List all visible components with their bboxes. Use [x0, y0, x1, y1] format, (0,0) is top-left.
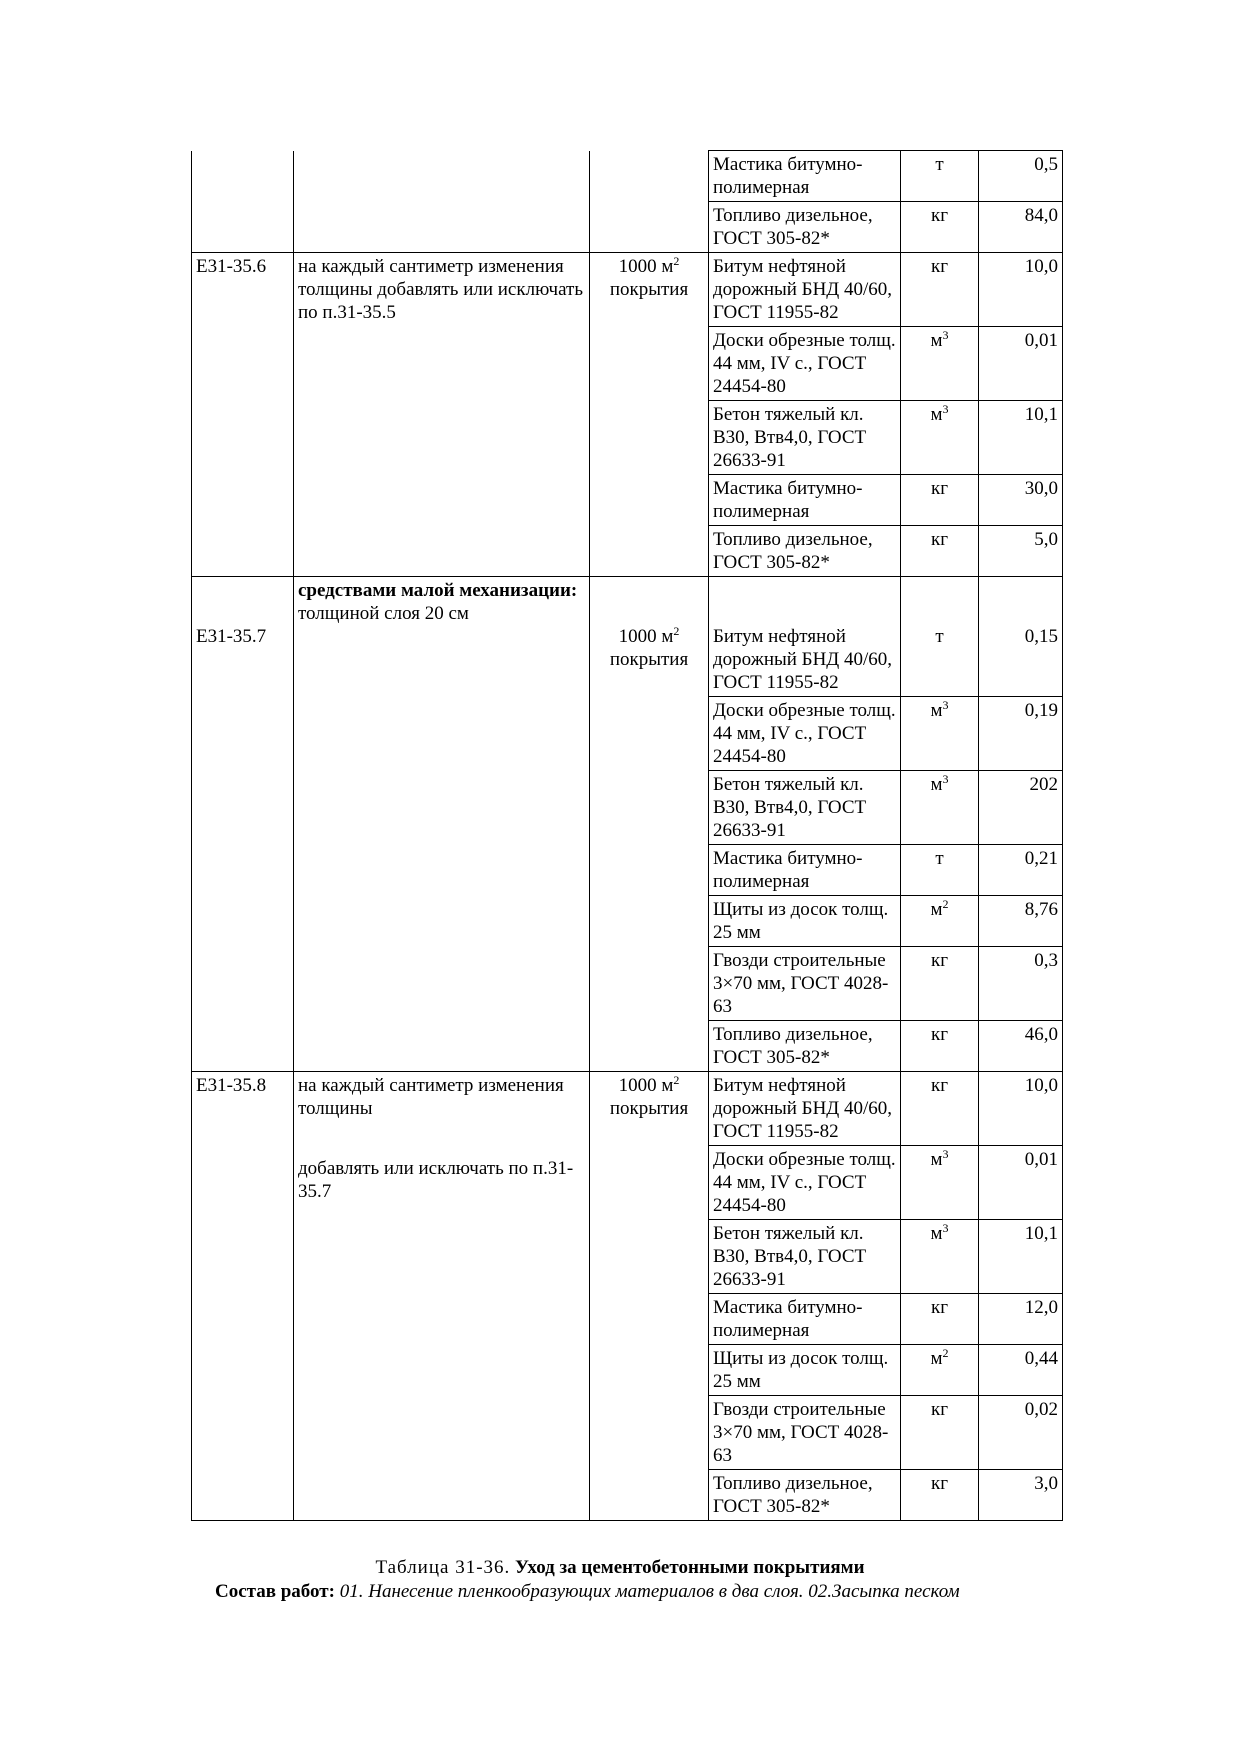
unit-text: кг: [930, 1399, 949, 1420]
unit-text: кг: [930, 1473, 949, 1494]
unit-text: т: [935, 848, 944, 869]
measure-unit-object: покрытия: [609, 1098, 689, 1119]
spacer: [196, 579, 289, 625]
measure-unit: 1000 м: [618, 256, 674, 277]
material-cell: Битум нефтяной дорожный БНД 40/60, ГОСТ 11955-82: [709, 253, 901, 327]
material-cell: Гвозди строительные 3×70 мм, ГОСТ 4028-63: [709, 947, 901, 1021]
quantity-cell: 84,0: [979, 202, 1063, 253]
measure-unit-cell: [590, 577, 709, 1072]
quantity-cell: 8,76: [979, 896, 1063, 947]
quantity-cell: 202: [979, 771, 1063, 845]
code-cell: [192, 1072, 294, 1521]
quantity-cell: 5,0: [979, 526, 1063, 577]
work-composition-label: Состав работ:: [215, 1581, 335, 1602]
unit-exponent: 3: [942, 698, 949, 712]
description-text-2: добавлять или исключать по п.31-35.7: [298, 1158, 574, 1202]
quantity-cell: 0,02: [979, 1396, 1063, 1470]
empty-cell: [294, 151, 590, 202]
description-text: на каждый сантиметр изменения толщины: [298, 1075, 564, 1119]
material-cell: Мастика битумно-полимерная: [709, 475, 901, 526]
material-cell: Гвозди строительные 3×70 мм, ГОСТ 4028-63: [709, 1396, 901, 1470]
unit-cell: [901, 151, 979, 202]
quantity-cell: 0,3: [979, 947, 1063, 1021]
code-cell: [192, 577, 294, 1072]
material-cell: Бетон тяжелый кл. В30, Втв4,0, ГОСТ 26633-91: [709, 1220, 901, 1294]
material-cell: Топливо дизельное, ГОСТ 305-82*: [709, 1021, 901, 1072]
unit-text: м: [930, 330, 943, 351]
table-title: Уход за цементобетонными покрытиями: [515, 1557, 865, 1578]
unit-text: м: [930, 774, 943, 795]
spacer: [594, 579, 704, 625]
work-composition-text: 01. Нанесение пленкообразующих материалов в два слоя. 02.Засыпка песком: [339, 1581, 960, 1602]
empty-cell: [590, 151, 709, 202]
quantity-cell: 0,01: [979, 327, 1063, 401]
resource-norms-table: [191, 150, 1063, 1521]
empty-cell: [590, 202, 709, 253]
work-composition: [215, 1580, 960, 1603]
unit-cell: [901, 1294, 979, 1345]
table-row: [192, 253, 1063, 327]
table-row: [192, 1072, 1063, 1146]
unit-cell: [901, 1345, 979, 1396]
unit-cell: [901, 1072, 979, 1146]
material-cell: Доски обрезные толщ. 44 мм, IV с., ГОСТ 24454-80: [709, 1146, 901, 1220]
quantity-cell: 0,15: [979, 577, 1063, 697]
norm-code: Е31-35.7: [196, 626, 267, 647]
unit-cell: [901, 1021, 979, 1072]
unit-cell: [901, 1396, 979, 1470]
quantity-cell: 0,44: [979, 1345, 1063, 1396]
material-cell: Мастика битумно-полимерная: [709, 1294, 901, 1345]
unit-text: м: [930, 899, 943, 920]
table-row: [192, 577, 1063, 697]
quantity-cell: 3,0: [979, 1470, 1063, 1521]
quantity-cell: 0,01: [979, 1146, 1063, 1220]
unit-exponent: 2: [942, 897, 949, 911]
unit-text: м: [930, 700, 943, 721]
material-cell: Бетон тяжелый кл. В30, Втв4,0, ГОСТ 26633-91: [709, 771, 901, 845]
description-text: толщиной слоя 20 см: [298, 603, 469, 624]
unit-text: кг: [930, 1075, 949, 1096]
unit-text: м: [930, 1348, 943, 1369]
material-cell: Щиты из досок толщ. 25 мм: [709, 1345, 901, 1396]
unit-cell: [901, 202, 979, 253]
norm-code: Е31-35.6: [196, 256, 267, 277]
unit-text: кг: [930, 529, 949, 550]
unit-cell: [901, 253, 979, 327]
table-caption: [0, 1556, 1240, 1579]
measure-unit: 1000 м: [618, 626, 674, 647]
material-cell: Мастика битумно-полимерная: [709, 845, 901, 896]
unit-text: м: [930, 1223, 943, 1244]
description-cell: [294, 253, 590, 577]
measure-unit-exponent: 2: [673, 254, 680, 268]
unit-text: кг: [930, 1297, 949, 1318]
unit-cell: [901, 697, 979, 771]
quantity-cell: 0,5: [979, 151, 1063, 202]
unit-text: кг: [930, 256, 949, 277]
code-cell: [192, 253, 294, 577]
quantity-cell: 0,19: [979, 697, 1063, 771]
unit-exponent: 3: [942, 402, 949, 416]
unit-text: кг: [930, 478, 949, 499]
table-row: [192, 202, 1063, 253]
unit-cell: [901, 845, 979, 896]
unit-cell: [901, 327, 979, 401]
unit-text: м: [930, 404, 943, 425]
empty-cell: [192, 151, 294, 202]
measure-unit-object: покрытия: [609, 649, 689, 670]
material-cell: Битум нефтяной дорожный БНД 40/60, ГОСТ 11955-82: [709, 577, 901, 697]
unit-exponent: 2: [942, 1346, 949, 1360]
quantity-cell: 30,0: [979, 475, 1063, 526]
measure-unit-object: покрытия: [609, 279, 689, 300]
material-cell: Топливо дизельное, ГОСТ 305-82*: [709, 202, 901, 253]
description-cell: [294, 1072, 590, 1521]
unit-text: т: [935, 626, 944, 647]
unit-text: т: [935, 154, 944, 175]
unit-text: кг: [930, 205, 949, 226]
unit-text: кг: [930, 950, 949, 971]
material-cell: Бетон тяжелый кл. В30, Втв4,0, ГОСТ 26633-91: [709, 401, 901, 475]
quantity-cell: 10,0: [979, 253, 1063, 327]
measure-unit-exponent: 2: [673, 1073, 680, 1087]
measure-unit-exponent: 2: [673, 624, 680, 638]
description-cell: [294, 577, 590, 1072]
unit-cell: [901, 577, 979, 697]
table-label: Таблица 31-36.: [375, 1557, 511, 1578]
description-heading: средствами малой механизации:: [298, 580, 578, 601]
quantity-cell: 10,0: [979, 1072, 1063, 1146]
unit-cell: [901, 526, 979, 577]
unit-cell: [901, 475, 979, 526]
unit-exponent: 3: [942, 1221, 949, 1235]
unit-cell: [901, 771, 979, 845]
unit-cell: [901, 1470, 979, 1521]
quantity-cell: 0,21: [979, 845, 1063, 896]
quantity-cell: 10,1: [979, 401, 1063, 475]
unit-cell: [901, 401, 979, 475]
material-cell: Битум нефтяной дорожный БНД 40/60, ГОСТ 11955-82: [709, 1072, 901, 1146]
description-text: на каждый сантиметр изменения толщины добавлять или исключать по п.31-35.5: [298, 256, 584, 323]
material-cell: Доски обрезные толщ. 44 мм, IV с., ГОСТ 24454-80: [709, 327, 901, 401]
unit-text: кг: [930, 1024, 949, 1045]
quantity-cell: 12,0: [979, 1294, 1063, 1345]
quantity-cell: 10,1: [979, 1220, 1063, 1294]
material-cell: Мастика битумно-полимерная: [709, 151, 901, 202]
unit-text: м: [930, 1149, 943, 1170]
empty-cell: [192, 202, 294, 253]
unit-cell: [901, 947, 979, 1021]
table-row: [192, 151, 1063, 202]
unit-cell: [901, 1220, 979, 1294]
material-cell: Топливо дизельное, ГОСТ 305-82*: [709, 526, 901, 577]
norm-code: Е31-35.8: [196, 1075, 267, 1096]
quantity-cell: 46,0: [979, 1021, 1063, 1072]
unit-cell: [901, 1146, 979, 1220]
material-cell: Щиты из досок толщ. 25 мм: [709, 896, 901, 947]
material-cell: Доски обрезные толщ. 44 мм, IV с., ГОСТ 24454-80: [709, 697, 901, 771]
unit-exponent: 3: [942, 328, 949, 342]
unit-cell: [901, 896, 979, 947]
material-cell: Топливо дизельное, ГОСТ 305-82*: [709, 1470, 901, 1521]
measure-unit-cell: [590, 1072, 709, 1521]
measure-unit: 1000 м: [618, 1075, 674, 1096]
unit-exponent: 3: [942, 772, 949, 786]
empty-cell: [294, 202, 590, 253]
measure-unit-cell: [590, 253, 709, 577]
unit-exponent: 3: [942, 1147, 949, 1161]
